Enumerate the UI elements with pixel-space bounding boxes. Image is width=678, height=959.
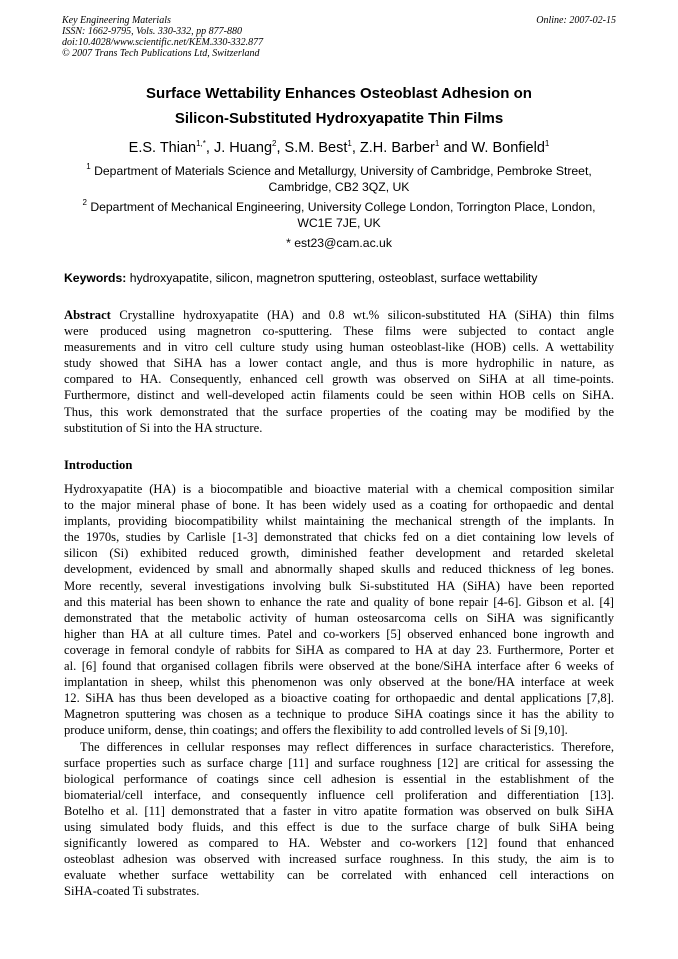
intro-line: to the major mineral phase of bone. It has been widely used as a coating for orthopaedic and dental bbox=[64, 498, 614, 513]
intro-line: More recently, several investigations involving bulk Si-substituted HA (SiHA) have been reported bbox=[64, 578, 614, 593]
author-name: J. Huang bbox=[213, 140, 273, 156]
author-affiliation-mark: 1,* bbox=[196, 139, 206, 148]
intro-line: The differences in cellular responses may reflect differences in surface characteristics. Therefore, bbox=[80, 739, 614, 754]
intro-line: coverage in femoral condyle of rabbits for SiHA as compared to HA at day 23. Furthermore, Porter et bbox=[64, 642, 614, 657]
affiliation-text: Cambridge, CB2 3QZ, UK bbox=[268, 179, 410, 194]
affiliation-mark: 1 bbox=[86, 162, 91, 171]
paper-title bbox=[40, 81, 638, 131]
abstract-line: Furthermore, distinct and well-developed actin filaments could be seen within HOB cells on SiHA. bbox=[64, 388, 614, 403]
author-separator: , bbox=[205, 140, 214, 156]
intro-line: 12. SiHA has thus been developed as a bioactive coating for orthopaedic and dental applications [7,8]. bbox=[64, 691, 614, 706]
author-affiliation-mark: 1 bbox=[434, 139, 440, 148]
keywords bbox=[64, 271, 618, 286]
keywords-label: Keywords: bbox=[64, 271, 127, 285]
abstract bbox=[64, 307, 614, 436]
intro-line: the 1970s, studies by Carlisle [1-3] demonstrated that chicks fed on a diet containing low levels of bbox=[64, 530, 614, 545]
introduction-body bbox=[64, 481, 614, 899]
affiliation-text: Department of Mechanical Engineering, University College London, Torrington Place, London, bbox=[86, 200, 596, 214]
corresponding-email: * est23@cam.ac.uk bbox=[286, 236, 392, 250]
doi-line: doi:10.4028/www.scientific.net/KEM.330-332.877 bbox=[62, 37, 264, 48]
copyright-line: © 2007 Trans Tech Publications Ltd, Switzerland bbox=[62, 48, 260, 59]
author-list bbox=[40, 139, 638, 157]
author-name: Z.H. Barber bbox=[359, 140, 435, 156]
intro-line: significantly lowered as compared to HA. Webster and co-workers [12] found that enhanced bbox=[64, 836, 614, 851]
author-separator: , bbox=[351, 140, 360, 156]
intro-line: demonstrated that the metabolic activity of human osteosarcoma cells on SiHA was significantly bbox=[64, 610, 614, 625]
intro-line: Magnetron sputtering was chosen as a technique to produce SiHA coatings since it has the ability to bbox=[64, 707, 614, 722]
online-date: Online: 2007-02-15 bbox=[536, 15, 616, 26]
journal-header bbox=[62, 15, 616, 59]
intro-line: produce uniform, dense, thin coatings; and offers the flexibility to add controlled levels of Si [9,10]. bbox=[64, 723, 568, 738]
intro-line: development, evidenced by small and abnormally shaped skulls and reduced thickness of leg bones. bbox=[64, 562, 614, 577]
affiliation-mark: 2 bbox=[82, 198, 87, 207]
intro-line: Botelho et al. [11] demonstrated that a faster in vitro apatite formation was observed on bulk SiHA bbox=[64, 803, 614, 818]
abstract-line: measurements and in vitro cell culture study using human osteoblast-like (HOB) cells. A wettability bbox=[64, 340, 614, 355]
author-name: E.S. Thian bbox=[128, 140, 197, 156]
affiliation-text: Department of Materials Science and Metallurgy, University of Cambridge, Pembroke Street, bbox=[90, 164, 592, 178]
author-separator: and bbox=[439, 140, 472, 156]
abstract-line: were produced using magnetron co-sputtering. These films were subjected to contact angle bbox=[64, 324, 614, 339]
issn-line: ISSN: 1662-9795, Vols. 330-332, pp 877-880 bbox=[62, 26, 242, 37]
intro-line: surface properties such as surface charge [11] and surface roughness [12] are critical for assessing the bbox=[64, 755, 614, 770]
abstract-line: substitution of Si into the HA structure. bbox=[64, 420, 263, 435]
intro-line: and this material has been shown to enhance the rate and quality of bone repair [4-6]. Gibson et al. [4] bbox=[64, 594, 614, 609]
intro-line: implantation in sheep, whilst this phenomenon was only observed at the bone/HA interface at week bbox=[64, 675, 614, 690]
journal-name: Key Engineering Materials bbox=[62, 15, 171, 26]
intro-line: implants, providing biocompatibility whilst maintaining the mechanical strength of the implants. In bbox=[64, 514, 614, 529]
abstract-line: compared to HA. Consequently, enhanced cell growth was observed on SiHA at all time-points. bbox=[64, 372, 614, 387]
title-line-2: Silicon-Substituted Hydroxyapatite Thin Films bbox=[174, 110, 504, 127]
intro-line: Hydroxyapatite (HA) is a biocompatible and bioactive material with a chemical composition similar bbox=[64, 482, 614, 496]
intro-line: al. [6] found that organised collagen fibrils were observed at the bone/SiHA interface after 6 weeks of bbox=[64, 659, 614, 674]
intro-line: silicon (Si) exhibited reduced growth, diminished feather development and retarded skeletal bbox=[64, 546, 614, 561]
author-affiliation-mark: 1 bbox=[347, 139, 352, 148]
intro-line: biological performance of coatings since cell adhesion is essential in the establishment of the bbox=[64, 771, 614, 786]
author-name: S.M. Best bbox=[284, 140, 348, 156]
abstract-line: study showed that SiHA has a lower contact angle, and thus is more hydrophilic in nature, as bbox=[64, 356, 614, 371]
keywords-text: hydroxyapatite, silicon, magnetron sputtering, osteoblast, surface wettability bbox=[126, 271, 538, 285]
abstract-line: Crystalline hydroxyapatite (HA) and 0.8 wt.% silicon-substituted HA (SiHA) thin films bbox=[110, 308, 614, 322]
intro-line: using simulated body fluids, and this effect is due to the surface charge of bulk SiHA being bbox=[64, 819, 614, 834]
section-heading-introduction: Introduction bbox=[64, 458, 133, 472]
author-affiliation-mark: 1 bbox=[544, 139, 550, 148]
affiliation-1 bbox=[60, 164, 618, 195]
author-name: W. Bonfield bbox=[471, 140, 545, 156]
intro-line: SiHA-coated Ti substrates. bbox=[64, 884, 200, 899]
intro-line: biomaterial/cell interface, and consequently influence cell proliferation and differentiation [13]. bbox=[64, 787, 614, 802]
intro-line: evaluate whether surface wettability can be correlated with enhanced cell interactions on bbox=[64, 868, 614, 883]
abstract-line: Thus, this work demonstrated that the surface properties of the coating may be modified by the bbox=[64, 404, 614, 419]
intro-line: higher than HA at all culture times. Patel and co-workers [5] observed enhanced bone ingrowth and bbox=[64, 626, 614, 641]
affiliation-2 bbox=[60, 200, 618, 231]
author-affiliation-mark: 2 bbox=[272, 139, 277, 148]
author-separator: , bbox=[276, 140, 285, 156]
intro-line: osteoblast adhesion was observed with increased surface roughness. In this study, the aim is to bbox=[64, 852, 614, 867]
title-line-1: Surface Wettability Enhances Osteoblast Adhesion on bbox=[146, 85, 532, 102]
affiliation-text: WC1E 7JE, UK bbox=[297, 215, 381, 230]
abstract-label: Abstract bbox=[64, 308, 111, 322]
